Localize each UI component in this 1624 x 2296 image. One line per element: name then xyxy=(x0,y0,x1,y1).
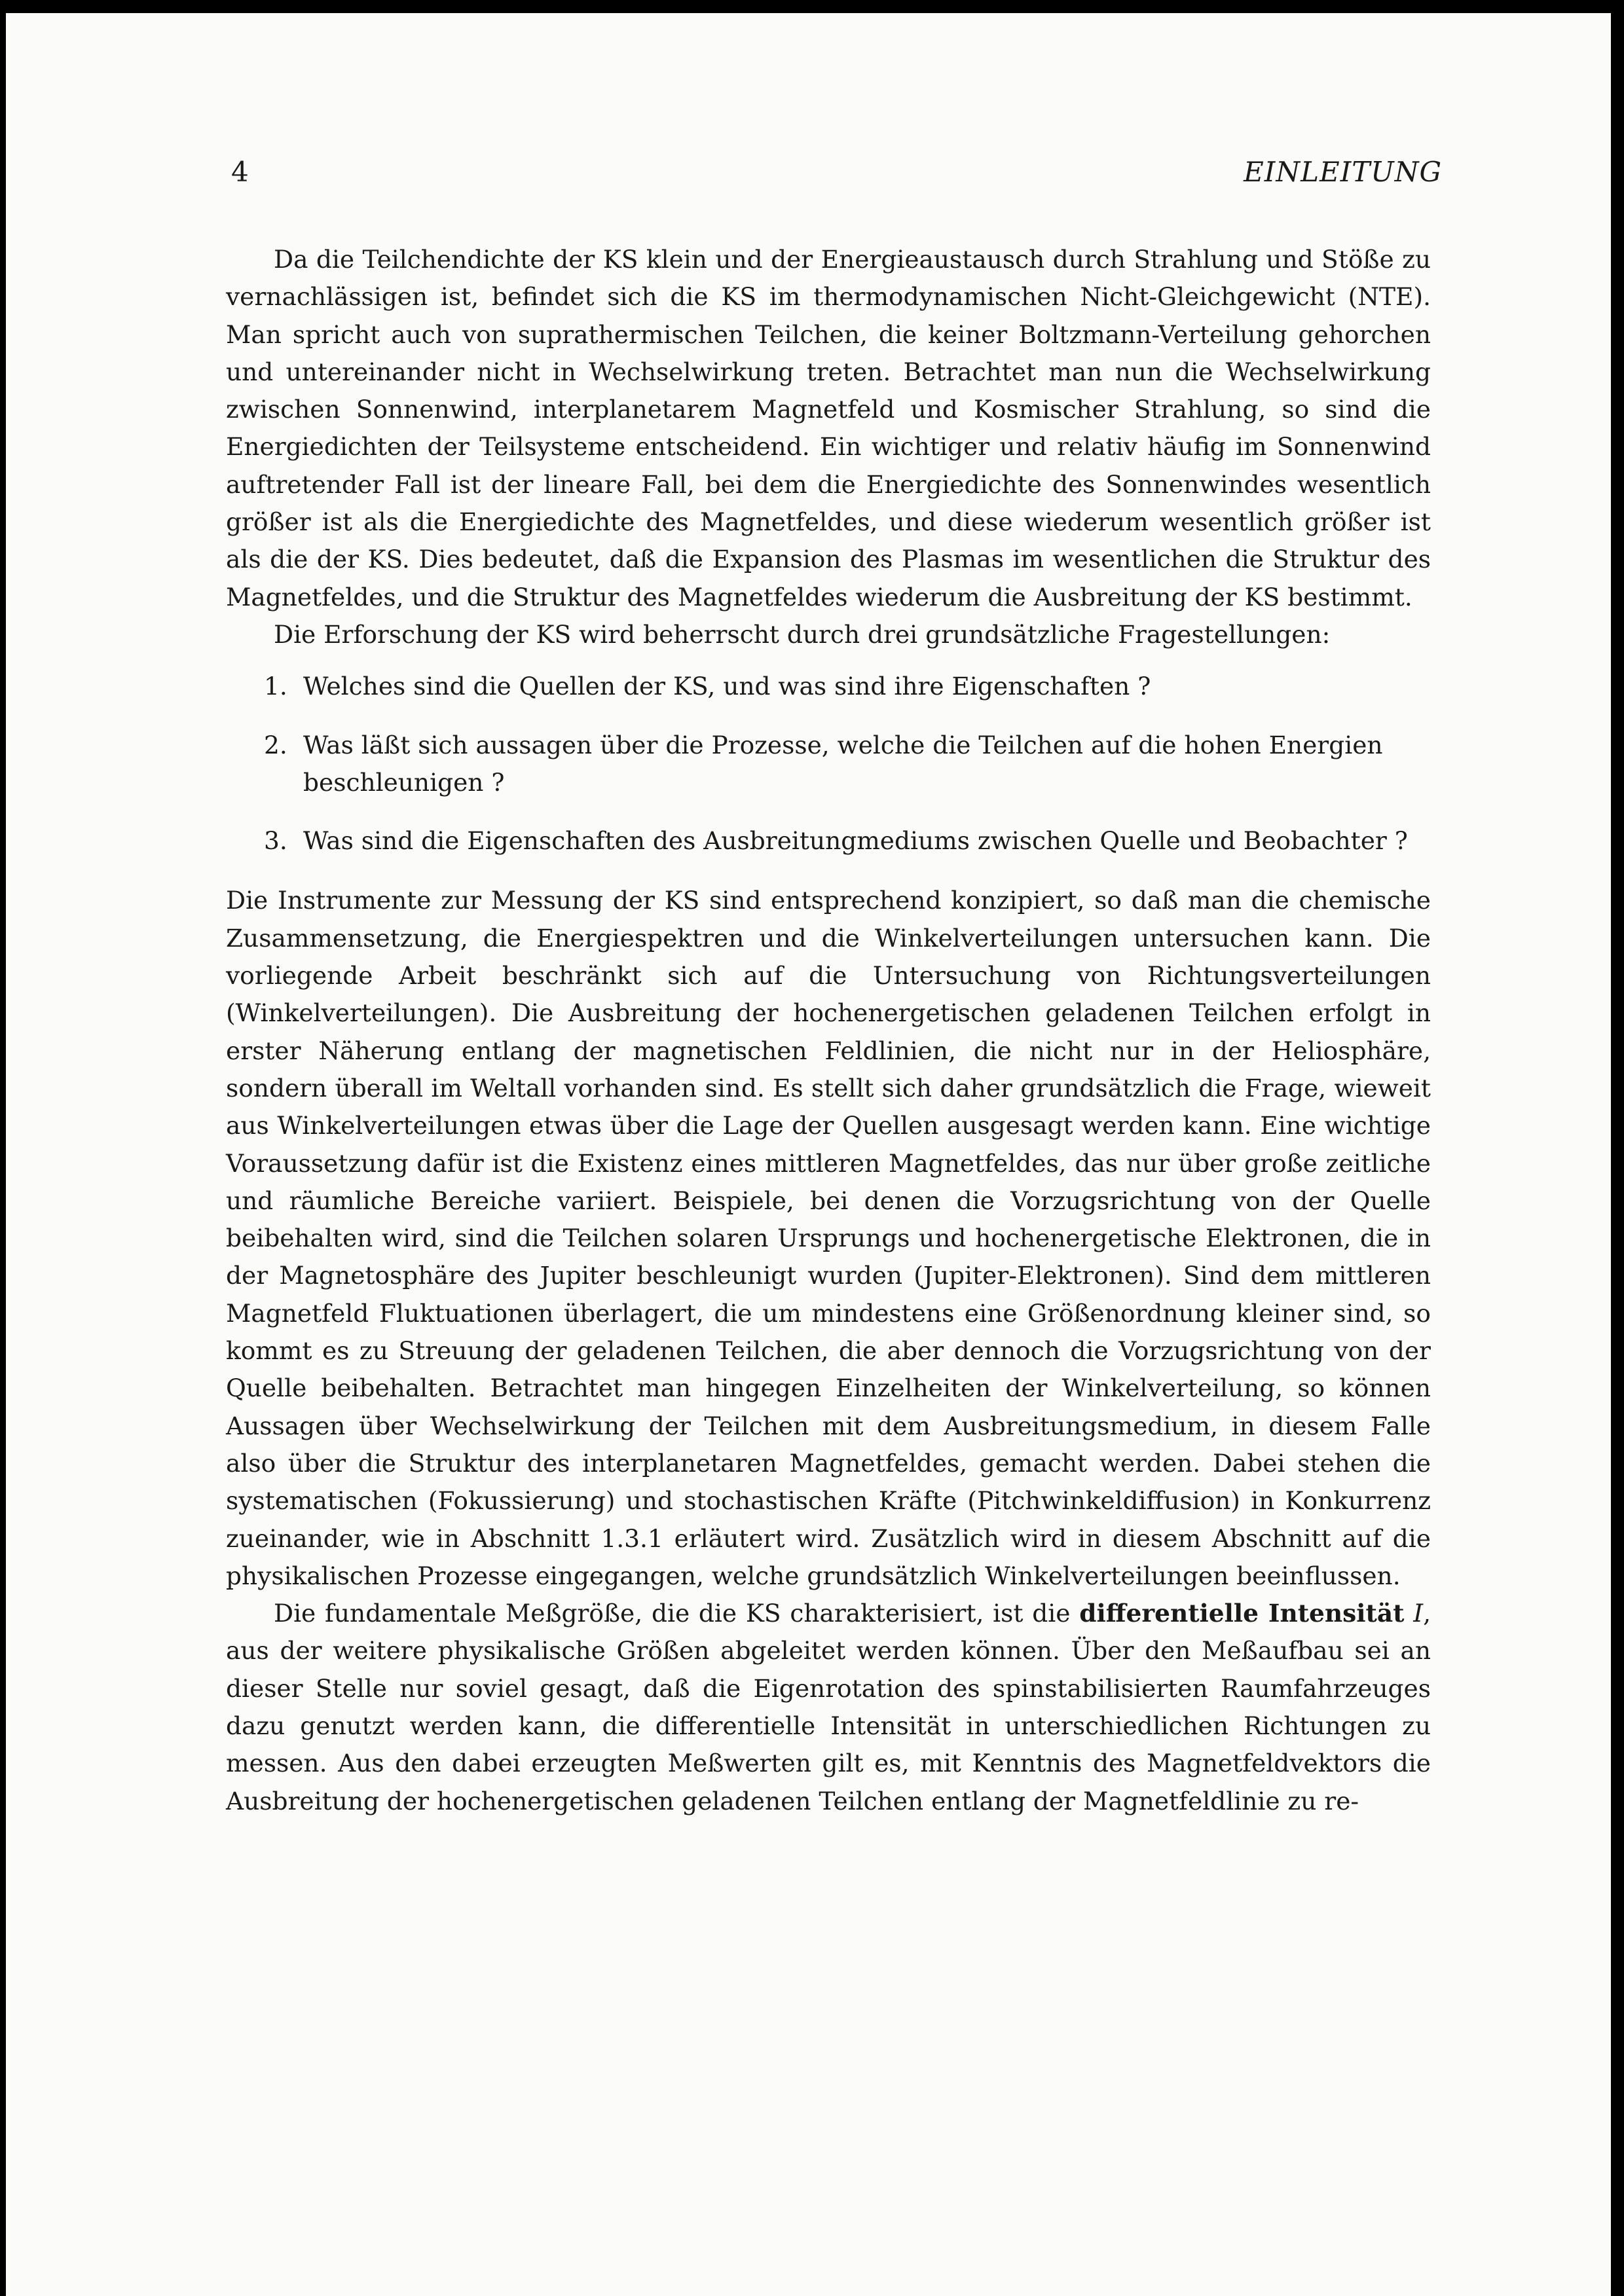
list-item-text: Was sind die Eigenschaften des Ausbreitungmediums zwischen Quelle und Beobachter ? xyxy=(303,826,1408,856)
list-item-number: 1. xyxy=(264,672,287,701)
list-item xyxy=(226,822,1431,860)
chapter-title: EINLEITUNG xyxy=(1244,156,1442,188)
paragraph-3: Die Instrumente zur Messung der KS sind entsprechend konzipiert, so daß man die chemische Zusammensetzung, die Energiespektren und die Winkelverteilungen untersuchen kann. Die vorliegende Arbeit beschränkt sich auf die Untersuchung von Richtungsverteilungen (Winkelverteilungen). Die Ausbreitung der hochenergetischen geladenen Teilchen erfolgt in erster Näherung entlang der magnetischen Feldlinien, die nicht nur in der Heliosphäre, sondern überall im Weltall vorhanden sind. Es stellt sich daher grundsätzlich die Frage, wieweit aus Winkelverteilungen etwas über die Lage der Quellen ausgesagt werden kann. Eine wichtige Voraussetzung dafür ist die Existenz eines mittleren Magnetfeldes, das nur über große zeitliche und räumliche Bereiche variiert. Beispiele, bei denen die Vorzugsrichtung von der Quelle beibehalten wird, sind die Teilchen solaren Ursprungs und hochenergetische Elektronen, die in der Magnetosphäre des Jupiter beschleunigt wurden (Jupiter-Elektronen). Sind dem mittleren Magnetfeld Fluktuationen überlagert, die um mindestens eine Größenordnung kleiner sind, so kommt es zu Streuung der geladenen Teilchen, die aber dennoch die Vorzugsrichtung von der Quelle beibehalten. Betrachtet man hingegen Einzelheiten der Winkelverteilung, so können Aussagen über Wechselwirkung der Teilchen mit dem Ausbreitungsmedium, in diesem Falle also über die Struktur des interplanetaren Magnetfeldes, gemacht werden. Dabei stehen die systematischen (Fokussierung) und stochastischen Kräfte (Pitchwinkeldiffusion) in Konkurrenz zueinander, wie in Abschnitt 1.3.1 erläutert wird. Zusätzlich wird in diesem Abschnitt auf die physikalischen Prozesse eingegangen, welche grundsätzlich Winkelverteilungen beeinflussen. xyxy=(226,886,1431,1590)
list-item xyxy=(226,727,1431,802)
page-number: 4 xyxy=(231,156,249,188)
term-differential-intensity: differentielle Intensität xyxy=(1079,1599,1405,1628)
paragraph-4 xyxy=(226,1595,1431,1820)
paragraph-2: Die Erforschung der KS wird beherrscht durch drei grundsätzliche Fragestellungen: xyxy=(274,619,1331,649)
list-item-number: 3. xyxy=(264,826,287,856)
paragraph-1: Da die Teilchendichte der KS klein und der Energieaustausch durch Strahlung und Stöße zu vernachlässigen ist, befindet sich die KS im thermodynamischen Nicht-Gleichgewicht (NTE). Man spricht auch von suprathermischen Teilchen, die keiner Boltzmann-Verteilung gehorchen und untereinander nicht in Wechselwirkung treten. Betrachtet man nun die Wechselwirkung zwischen Sonnenwind, interplanetarem Magnetfeld und Kosmischer Strahlung, so sind die Energiedichten der Teilsysteme entscheidend. Ein wichtiger und relativ häufig im Sonnenwind auftretender Fall ist der lineare Fall, bei dem die Energiedichte des Sonnenwindes wesentlich größer ist als die Energiedichte des Magnetfeldes, und diese wiederum wesentlich größer ist als die der KS. Dies bedeutet, daß die Expansion des Plasmas im wesentlichen die Struktur des Magnetfeldes, und die Struktur des Magnetfeldes wiederum die Ausbreitung der KS bestimmt. xyxy=(226,245,1431,611)
paragraph-4-start: Die fundamentale Meßgröße, die die KS charakterisiert, ist die xyxy=(274,1599,1080,1628)
list-item xyxy=(226,668,1431,705)
body-text xyxy=(226,241,1431,1820)
running-head xyxy=(231,156,1442,195)
symbol-intensity: I xyxy=(1413,1599,1424,1628)
paragraph-4-rest: , aus der weitere physikalische Größen abgeleitet werden können. Über den Meßaufbau sei an dieser Stelle nur soviel gesagt, daß die Eigenrotation des spinstabilisierten Raumfahrzeuges dazu genutzt werden kann, die differentielle Intensität in unterschiedlichen Richtungen zu messen. Aus den dabei erzeugten Meßwerten gilt es, mit Kenntnis des Magnetfeldvektors die Ausbreitung der hochenergetischen geladenen Teilchen entlang der Magnetfeldlinie zu re- xyxy=(226,1599,1431,1815)
list-item-number: 2. xyxy=(264,730,287,759)
question-list xyxy=(226,668,1431,860)
list-item-text: Welches sind die Quellen der KS, und was sind ihre Eigenschaften ? xyxy=(303,672,1151,701)
list-item-text: Was läßt sich aussagen über die Prozesse, welche die Teilchen auf die hohen Energien beschleunigen ? xyxy=(303,730,1383,797)
